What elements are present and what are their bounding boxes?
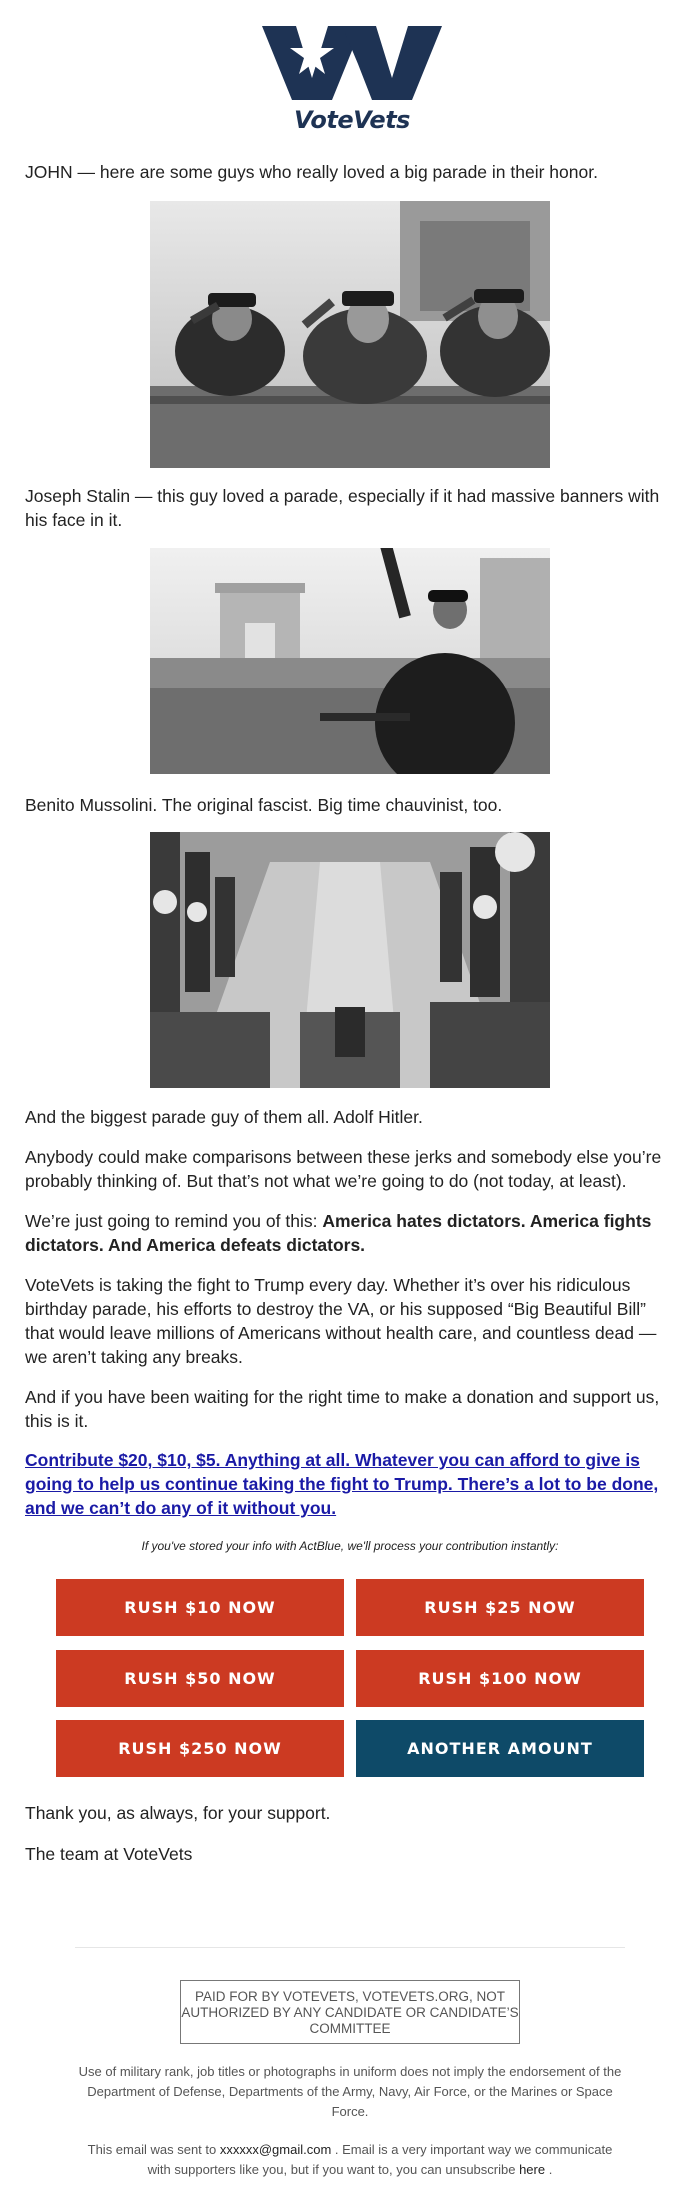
another-amount-button[interactable]: ANOTHER AMOUNT [356, 1720, 644, 1777]
rush-50-button[interactable]: RUSH $50 NOW [56, 1650, 344, 1707]
rush-100-button[interactable]: RUSH $100 NOW [356, 1650, 644, 1707]
caption-mussolini: Benito Mussolini. The original fascist. Big time chauvinist, too. [25, 795, 503, 815]
rush-250-button[interactable]: RUSH $250 NOW [56, 1720, 344, 1777]
rush-10-button[interactable]: RUSH $10 NOW [56, 1579, 344, 1636]
photo-stalin-parade [150, 201, 550, 468]
sent-to-lead: This email was sent to [87, 2142, 220, 2157]
thanks-text: Thank you, as always, for your support. [25, 1803, 331, 1823]
unsubscribe-link[interactable]: here [519, 2162, 546, 2177]
contribute-link[interactable]: Contribute $20, $10, $5. Anything at all. Whatever you can afford to give is going to help us continue taking the fight to Trump. There’s a lot to be done, and we can’t do any of it without you. [25, 1450, 659, 1518]
rush-25-button[interactable]: RUSH $25 NOW [356, 1579, 644, 1636]
paragraph-remind-emphasis: America hates dictators. America fights dictators. And America defeats dictators. [25, 1211, 652, 1255]
sent-to-notice [75, 2140, 625, 2180]
military-disclaimer: Use of military rank, job titles or photographs in uniform does not imply the endorsement of the Department of Defense, Departments of the Army, Navy, Air Force, or the Marines or Space Force. [78, 2064, 622, 2119]
logo-wordmark: VoteVets [294, 106, 410, 134]
recipient-email: xxxxxx@gmail.com [219, 2142, 332, 2157]
paragraph-comparisons: Anybody could make comparisons between these jerks and somebody else you’re probably thinking of. But that’s not what we’re going to do (not today, at least). [25, 1147, 662, 1191]
paragraph-remind [25, 1209, 675, 1257]
caption-stalin: Joseph Stalin — this guy loved a parade, especially if it had massive banners with his face in it. [25, 486, 660, 530]
votevets-logo [262, 26, 442, 134]
actblue-note: If you've stored your info with ActBlue, we'll process your contribution instantly: [141, 1539, 559, 1553]
photo-mussolini-rally [150, 548, 550, 774]
paragraph-remind-lead: We’re just going to remind you of this: [25, 1211, 323, 1231]
paid-for-disclaimer: PAID FOR BY VOTEVETS, VOTEVETS.ORG, NOT AUTHORIZED BY ANY CANDIDATE OR CANDIDATE’S COMMITTEE [180, 1980, 520, 2044]
footer-divider [75, 1947, 625, 1948]
signoff-text: The team at VoteVets [25, 1844, 193, 1864]
sent-to-mid: . Email is a very important way we communicate with supporters like you, but if you want to, you can unsubscribe [147, 2142, 613, 2177]
votevets-logo-mark [262, 26, 442, 106]
caption-hitler: And the biggest parade guy of them all. Adolf Hitler. [25, 1107, 423, 1127]
sent-to-end: . [545, 2162, 553, 2177]
paragraph-donate: And if you have been waiting for the right time to make a donation and support us, this is it. [25, 1387, 660, 1431]
photo-hitler-rally [150, 832, 550, 1088]
paragraph-fight: VoteVets is taking the fight to Trump every day. Whether it’s over his ridiculous birthday parade, his efforts to destroy the VA, or his supposed “Big Beautiful Bill” that would leave millions of Americans without health care, and countless dead — we aren’t taking any breaks. [25, 1275, 657, 1367]
greeting-text: JOHN — here are some guys who really loved a big parade in their honor. [25, 162, 598, 182]
